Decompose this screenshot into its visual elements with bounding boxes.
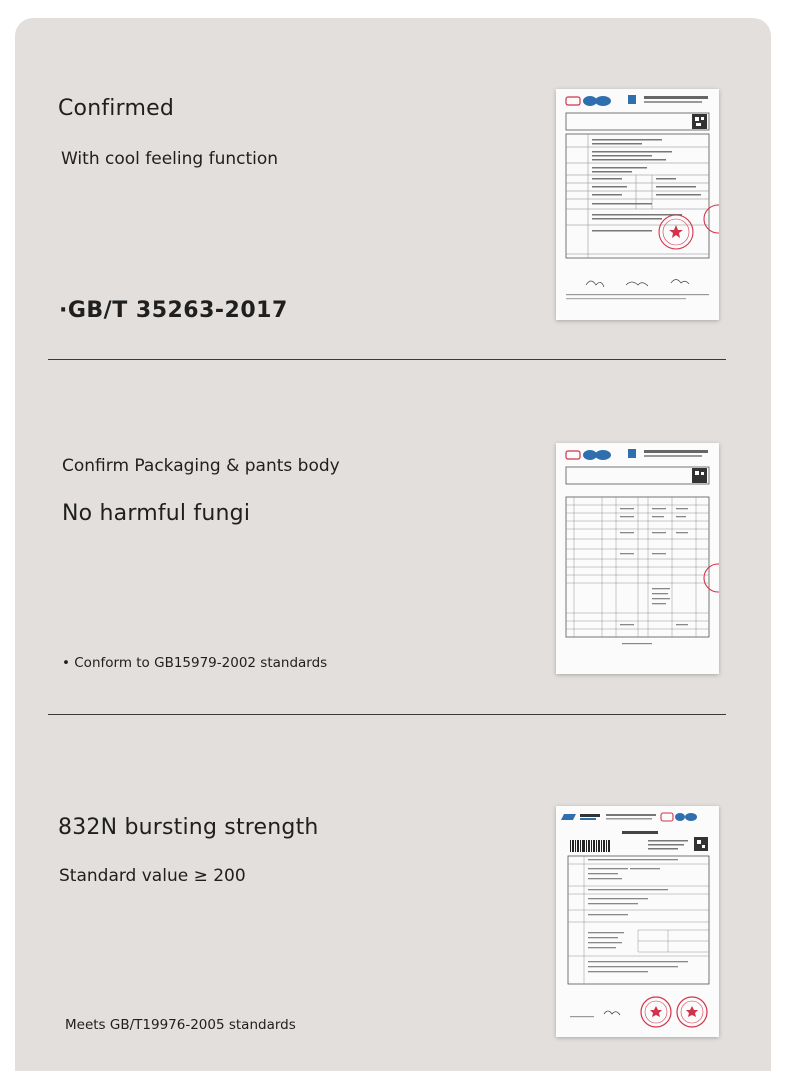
standard-note: • Conform to GB15979-2002 standards — [62, 655, 328, 671]
section-divider — [48, 714, 726, 715]
report-graphic — [556, 443, 719, 674]
test-report-image — [556, 89, 719, 320]
section-title: Confirmed — [58, 96, 175, 121]
test-report-image — [556, 443, 719, 674]
section-subtitle: No harmful fungi — [62, 501, 251, 526]
content-card — [15, 18, 771, 1071]
section-subtitle: Standard value ≥ 200 — [59, 866, 246, 886]
standard-code: ·GB/T 35263-2017 — [59, 298, 288, 323]
report-graphic — [556, 89, 719, 320]
section-title: 832N bursting strength — [58, 815, 319, 840]
test-report-image — [556, 806, 719, 1037]
standard-note: Meets GB/T19976-2005 standards — [65, 1017, 296, 1033]
report-graphic — [556, 806, 719, 1037]
section-divider — [48, 359, 726, 360]
section-subtitle: With cool feeling function — [61, 149, 279, 169]
section-title: Confirm Packaging & pants body — [62, 456, 340, 476]
